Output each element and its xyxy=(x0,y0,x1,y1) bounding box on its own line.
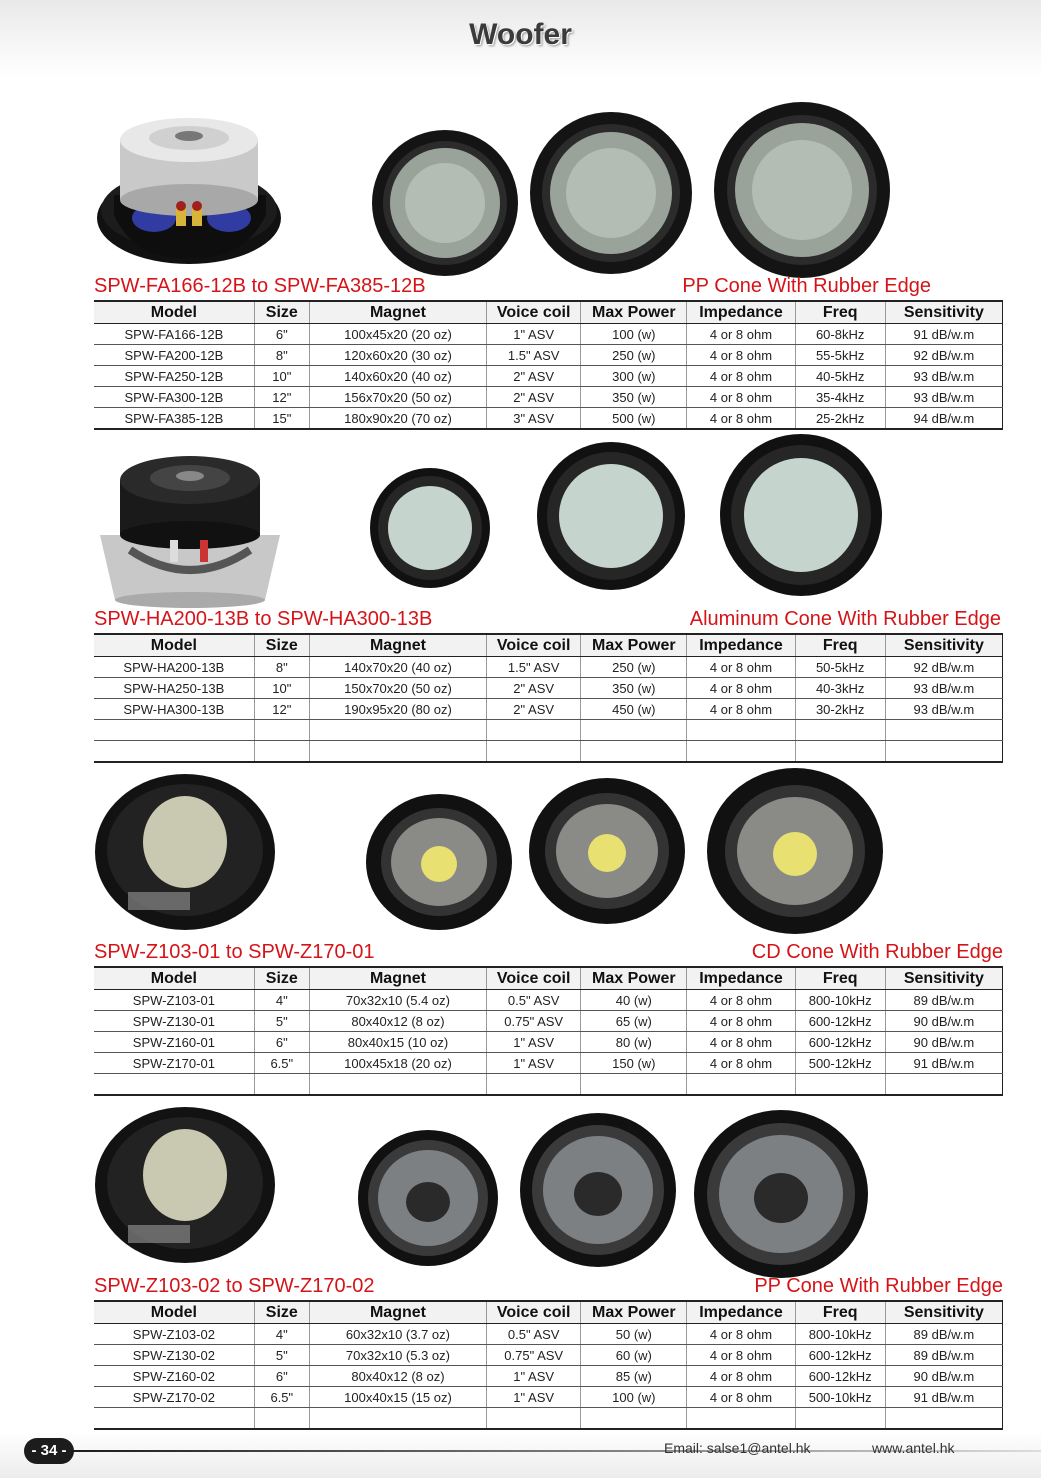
table-cell: 93 dB/w.m xyxy=(885,366,1002,387)
table-cell: 2" ASV xyxy=(487,699,581,720)
table-cell: 4 or 8 ohm xyxy=(687,324,795,345)
table-cell: 80x40x15 (10 oz) xyxy=(309,1032,486,1053)
table-cell: 89 dB/w.m xyxy=(885,1345,1002,1366)
column-header: Model xyxy=(94,1301,254,1324)
table-cell: 5" xyxy=(254,1011,309,1032)
table-row xyxy=(94,657,1003,678)
page-title: Woofer xyxy=(469,18,572,51)
table-cell xyxy=(581,1074,687,1096)
table-cell xyxy=(94,1408,254,1430)
cone-title-3: CD Cone With Rubber Edge xyxy=(751,941,1003,963)
table-row xyxy=(94,1074,1003,1096)
table-cell: 4 or 8 ohm xyxy=(687,990,795,1011)
table-cell: 6" xyxy=(254,1032,309,1053)
table-cell xyxy=(885,720,1002,741)
column-header: Model xyxy=(94,301,254,324)
table-cell: 1" ASV xyxy=(487,1032,581,1053)
table-cell: 4" xyxy=(254,990,309,1011)
table-cell: 92 dB/w.m xyxy=(885,657,1002,678)
table-cell: 4 or 8 ohm xyxy=(687,1366,795,1387)
table-row xyxy=(94,990,1003,1011)
table-row xyxy=(94,387,1003,408)
table-cell: 800-10kHz xyxy=(795,990,885,1011)
table-cell: 4 or 8 ohm xyxy=(687,699,795,720)
table-cell: 85 (w) xyxy=(581,1366,687,1387)
table-cell: 93 dB/w.m xyxy=(885,387,1002,408)
woofer-front-photo-medium xyxy=(527,776,687,926)
column-header: Magnet xyxy=(309,634,486,657)
table-cell xyxy=(309,1074,486,1096)
page-header xyxy=(0,0,1041,78)
column-header: Freq xyxy=(795,301,885,324)
table-cell: 4 or 8 ohm xyxy=(687,1032,795,1053)
spec-table-4 xyxy=(94,1300,1003,1430)
table-row xyxy=(94,1408,1003,1430)
table-row xyxy=(94,324,1003,345)
table-cell: SPW-HA200-13B xyxy=(94,657,254,678)
table-cell xyxy=(687,1074,795,1096)
table-cell: 91 dB/w.m xyxy=(885,1053,1002,1074)
table-cell: 80x40x12 (8 oz) xyxy=(309,1366,486,1387)
table-cell: 50-5kHz xyxy=(795,657,885,678)
table-cell: 350 (w) xyxy=(581,387,687,408)
column-header: Magnet xyxy=(309,301,486,324)
table-row xyxy=(94,741,1003,763)
column-header: Voice coil xyxy=(487,967,581,990)
table-header-row xyxy=(94,1301,1003,1324)
table-cell: 10" xyxy=(254,678,309,699)
table-cell xyxy=(487,1074,581,1096)
table-row xyxy=(94,345,1003,366)
table-cell: SPW-Z103-02 xyxy=(94,1324,254,1345)
table-cell: 25-2kHz xyxy=(795,408,885,430)
table-cell: 600-12kHz xyxy=(795,1345,885,1366)
table-cell: 5" xyxy=(254,1345,309,1366)
table-cell xyxy=(885,1074,1002,1096)
series-title-4: SPW-Z103-02 to SPW-Z170-02 xyxy=(94,1275,375,1297)
table-cell: 2" ASV xyxy=(487,366,581,387)
table-cell: 4 or 8 ohm xyxy=(687,408,795,430)
table-cell: 60-8kHz xyxy=(795,324,885,345)
table-cell: SPW-Z130-02 xyxy=(94,1345,254,1366)
table-cell: 0.5" ASV xyxy=(487,990,581,1011)
table-cell: 40-5kHz xyxy=(795,366,885,387)
woofer-front-photo-small xyxy=(356,1128,500,1268)
woofer-front-photo-medium xyxy=(518,1110,678,1270)
footer-email: Email: salse1@antel.hk xyxy=(664,1440,811,1456)
column-header: Max Power xyxy=(581,301,687,324)
table-cell xyxy=(581,1408,687,1430)
table-cell: 12" xyxy=(254,387,309,408)
table-cell: 100x45x18 (20 oz) xyxy=(309,1053,486,1074)
table-row xyxy=(94,1032,1003,1053)
table-cell xyxy=(795,720,885,741)
table-cell: 600-12kHz xyxy=(795,1032,885,1053)
table-cell: 8" xyxy=(254,657,309,678)
table-cell: 500-10kHz xyxy=(795,1387,885,1408)
table-cell xyxy=(309,1408,486,1430)
table-cell: 1" ASV xyxy=(487,324,581,345)
table-cell: 8" xyxy=(254,345,309,366)
table-cell: 4 or 8 ohm xyxy=(687,1324,795,1345)
woofer-rear-photo xyxy=(92,1105,278,1265)
column-header: Impedance xyxy=(687,967,795,990)
woofer-front-photo-large xyxy=(705,766,885,936)
table-cell: SPW-Z170-01 xyxy=(94,1053,254,1074)
column-header: Model xyxy=(94,634,254,657)
table-row xyxy=(94,699,1003,720)
series-title-1: SPW-FA166-12B to SPW-FA385-12B xyxy=(94,275,426,297)
table-row xyxy=(94,1053,1003,1074)
table-cell: 190x95x20 (80 oz) xyxy=(309,699,486,720)
table-cell: 4 or 8 ohm xyxy=(687,678,795,699)
table-cell xyxy=(254,1074,309,1096)
column-header: Sensitivity xyxy=(885,301,1002,324)
table-cell: 100x45x20 (20 oz) xyxy=(309,324,486,345)
table-header-row xyxy=(94,301,1003,324)
table-row xyxy=(94,1345,1003,1366)
table-cell: 350 (w) xyxy=(581,678,687,699)
table-cell xyxy=(687,720,795,741)
table-cell: 600-12kHz xyxy=(795,1366,885,1387)
table-cell: 1.5" ASV xyxy=(487,657,581,678)
table-cell: 93 dB/w.m xyxy=(885,678,1002,699)
table-cell: 90 dB/w.m xyxy=(885,1032,1002,1053)
column-header: Voice coil xyxy=(487,1301,581,1324)
woofer-front-photo-large xyxy=(718,432,884,598)
table-cell: SPW-Z160-02 xyxy=(94,1366,254,1387)
table-cell: 90 dB/w.m xyxy=(885,1366,1002,1387)
table-cell: 91 dB/w.m xyxy=(885,324,1002,345)
table-cell xyxy=(94,1074,254,1096)
table-cell: SPW-FA300-12B xyxy=(94,387,254,408)
cone-title-1: PP Cone With Rubber Edge xyxy=(682,275,931,297)
table-cell xyxy=(254,741,309,763)
table-cell: 100 (w) xyxy=(581,1387,687,1408)
table-cell: 100x40x15 (15 oz) xyxy=(309,1387,486,1408)
woofer-side-photo xyxy=(90,440,290,610)
table-cell: 0.75" ASV xyxy=(487,1345,581,1366)
spec-table-3 xyxy=(94,966,1003,1096)
table-cell: 30-2kHz xyxy=(795,699,885,720)
table-cell: 65 (w) xyxy=(581,1011,687,1032)
table-row xyxy=(94,1011,1003,1032)
table-cell: 80x40x12 (8 oz) xyxy=(309,1011,486,1032)
table-cell: 1" ASV xyxy=(487,1387,581,1408)
column-header: Impedance xyxy=(687,634,795,657)
table-cell: 4 or 8 ohm xyxy=(687,345,795,366)
table-cell: 1" ASV xyxy=(487,1366,581,1387)
table-cell: 4 or 8 ohm xyxy=(687,1053,795,1074)
table-cell xyxy=(309,720,486,741)
table-cell xyxy=(795,1408,885,1430)
table-cell xyxy=(581,741,687,763)
table-row xyxy=(94,1387,1003,1408)
table-cell: 250 (w) xyxy=(581,657,687,678)
table-row xyxy=(94,720,1003,741)
table-row xyxy=(94,1366,1003,1387)
table-cell: 70x32x10 (5.3 oz) xyxy=(309,1345,486,1366)
table-cell: 250 (w) xyxy=(581,345,687,366)
column-header: Sensitivity xyxy=(885,967,1002,990)
table-cell: 500-12kHz xyxy=(795,1053,885,1074)
table-cell: 150x70x20 (50 oz) xyxy=(309,678,486,699)
woofer-front-photo-large xyxy=(712,100,892,280)
table-cell xyxy=(581,720,687,741)
table-cell: 12" xyxy=(254,699,309,720)
table-cell xyxy=(309,741,486,763)
table-cell: 180x90x20 (70 oz) xyxy=(309,408,486,430)
woofer-front-photo-small xyxy=(368,466,492,590)
table-cell: SPW-FA166-12B xyxy=(94,324,254,345)
table-cell: 91 dB/w.m xyxy=(885,1387,1002,1408)
table-cell: 6.5" xyxy=(254,1053,309,1074)
table-cell: 6" xyxy=(254,1366,309,1387)
spec-table-2 xyxy=(94,633,1003,763)
woofer-front-photo-medium xyxy=(528,110,694,276)
table-cell xyxy=(487,1408,581,1430)
table-row xyxy=(94,408,1003,430)
column-header: Size xyxy=(254,967,309,990)
woofer-side-photo xyxy=(94,100,284,270)
table-cell: 60 (w) xyxy=(581,1345,687,1366)
table-cell: SPW-FA200-12B xyxy=(94,345,254,366)
table-cell: 140x70x20 (40 oz) xyxy=(309,657,486,678)
table-cell xyxy=(885,741,1002,763)
table-cell: 4" xyxy=(254,1324,309,1345)
table-cell: 90 dB/w.m xyxy=(885,1011,1002,1032)
footer-website: www.antel.hk xyxy=(872,1440,955,1456)
table-cell: SPW-HA300-13B xyxy=(94,699,254,720)
column-header: Freq xyxy=(795,967,885,990)
table-cell: 2" ASV xyxy=(487,678,581,699)
table-cell: 92 dB/w.m xyxy=(885,345,1002,366)
column-header: Voice coil xyxy=(487,634,581,657)
series-title-3: SPW-Z103-01 to SPW-Z170-01 xyxy=(94,941,375,963)
woofer-front-photo-small xyxy=(364,792,514,932)
table-cell: 0.75" ASV xyxy=(487,1011,581,1032)
table-cell: 4 or 8 ohm xyxy=(687,1011,795,1032)
column-header: Freq xyxy=(795,1301,885,1324)
table-cell: 40 (w) xyxy=(581,990,687,1011)
table-cell: 4 or 8 ohm xyxy=(687,387,795,408)
table-cell: 94 dB/w.m xyxy=(885,408,1002,430)
column-header: Model xyxy=(94,967,254,990)
woofer-rear-photo xyxy=(92,772,278,932)
woofer-front-photo-small xyxy=(370,128,520,278)
table-cell: 50 (w) xyxy=(581,1324,687,1345)
table-cell: 60x32x10 (3.7 oz) xyxy=(309,1324,486,1345)
column-header: Max Power xyxy=(581,634,687,657)
column-header: Voice coil xyxy=(487,301,581,324)
column-header: Max Power xyxy=(581,1301,687,1324)
table-row xyxy=(94,678,1003,699)
table-row xyxy=(94,1324,1003,1345)
table-cell: 15" xyxy=(254,408,309,430)
table-header-row xyxy=(94,634,1003,657)
column-header: Sensitivity xyxy=(885,634,1002,657)
table-cell: 4 or 8 ohm xyxy=(687,657,795,678)
table-cell: 450 (w) xyxy=(581,699,687,720)
column-header: Size xyxy=(254,1301,309,1324)
table-cell xyxy=(94,741,254,763)
table-cell: 156x70x20 (50 oz) xyxy=(309,387,486,408)
table-cell xyxy=(487,741,581,763)
table-cell: 2" ASV xyxy=(487,387,581,408)
table-cell: 10" xyxy=(254,366,309,387)
table-cell: SPW-HA250-13B xyxy=(94,678,254,699)
table-header-row xyxy=(94,967,1003,990)
table-cell: 100 (w) xyxy=(581,324,687,345)
table-cell: 93 dB/w.m xyxy=(885,699,1002,720)
table-cell: SPW-Z130-01 xyxy=(94,1011,254,1032)
table-cell: 89 dB/w.m xyxy=(885,990,1002,1011)
table-cell xyxy=(94,720,254,741)
page-number: - 34 - xyxy=(24,1438,74,1464)
table-cell xyxy=(795,1074,885,1096)
table-cell: 6.5" xyxy=(254,1387,309,1408)
table-cell: 40-3kHz xyxy=(795,678,885,699)
column-header: Sensitivity xyxy=(885,1301,1002,1324)
column-header: Max Power xyxy=(581,967,687,990)
table-cell: 55-5kHz xyxy=(795,345,885,366)
table-cell: 600-12kHz xyxy=(795,1011,885,1032)
column-header: Impedance xyxy=(687,1301,795,1324)
woofer-front-photo-medium xyxy=(535,440,687,592)
table-cell xyxy=(885,1408,1002,1430)
table-cell: 150 (w) xyxy=(581,1053,687,1074)
table-cell: 70x32x10 (5.4 oz) xyxy=(309,990,486,1011)
series-title-2: SPW-HA200-13B to SPW-HA300-13B xyxy=(94,608,433,630)
table-cell: 89 dB/w.m xyxy=(885,1324,1002,1345)
column-header: Size xyxy=(254,634,309,657)
table-cell xyxy=(795,741,885,763)
column-header: Size xyxy=(254,301,309,324)
table-cell xyxy=(687,1408,795,1430)
table-cell: 1" ASV xyxy=(487,1053,581,1074)
table-cell xyxy=(487,720,581,741)
table-cell: 140x60x20 (40 oz) xyxy=(309,366,486,387)
table-cell xyxy=(254,1408,309,1430)
table-cell: 80 (w) xyxy=(581,1032,687,1053)
table-row xyxy=(94,366,1003,387)
column-header: Impedance xyxy=(687,301,795,324)
spec-table-1 xyxy=(94,300,1003,430)
table-cell: 4 or 8 ohm xyxy=(687,366,795,387)
table-cell: SPW-Z170-02 xyxy=(94,1387,254,1408)
table-cell: SPW-FA385-12B xyxy=(94,408,254,430)
table-cell: 800-10kHz xyxy=(795,1324,885,1345)
table-cell xyxy=(687,741,795,763)
table-cell: 6" xyxy=(254,324,309,345)
table-cell: 3" ASV xyxy=(487,408,581,430)
table-cell: SPW-Z103-01 xyxy=(94,990,254,1011)
table-cell xyxy=(254,720,309,741)
table-cell: 35-4kHz xyxy=(795,387,885,408)
table-cell: 4 or 8 ohm xyxy=(687,1387,795,1408)
table-cell: 120x60x20 (30 oz) xyxy=(309,345,486,366)
table-cell: 500 (w) xyxy=(581,408,687,430)
table-cell: 0.5" ASV xyxy=(487,1324,581,1345)
table-cell: 300 (w) xyxy=(581,366,687,387)
column-header: Magnet xyxy=(309,967,486,990)
column-header: Freq xyxy=(795,634,885,657)
column-header: Magnet xyxy=(309,1301,486,1324)
woofer-front-photo-large xyxy=(692,1108,870,1280)
cone-title-2: Aluminum Cone With Rubber Edge xyxy=(689,608,1001,630)
table-cell: SPW-Z160-01 xyxy=(94,1032,254,1053)
table-cell: SPW-FA250-12B xyxy=(94,366,254,387)
table-cell: 4 or 8 ohm xyxy=(687,1345,795,1366)
cone-title-4: PP Cone With Rubber Edge xyxy=(754,1275,1003,1297)
table-cell: 1.5" ASV xyxy=(487,345,581,366)
